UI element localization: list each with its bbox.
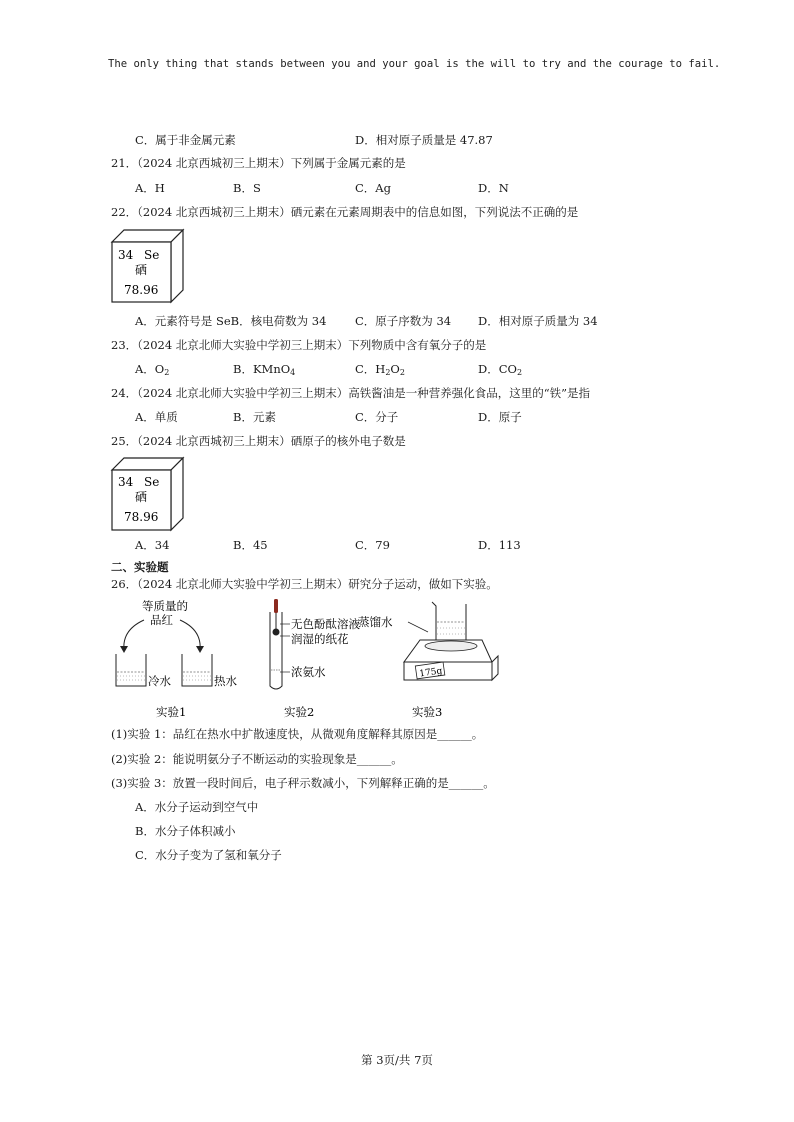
q21-stem: 21．（2024 北京西城初三上期末）下列属于金属元素的是 [111,156,406,170]
q26-sub3-option-c: C．水分子变为了氢和氧分子 [135,848,282,862]
q26-stem: 26．（2024 北京北师大实验中学初三上期末）研究分子运动，做如下实验。 [111,577,498,591]
q25-option-d: D．113 [478,538,521,552]
q24-option-a: A．单质 [135,410,178,424]
caption-exp3: 实验3 [412,705,443,719]
label-hot-water: 热水 [214,674,237,688]
q22-element-name: 硒 [135,263,148,277]
q25-element-name: 硒 [135,490,148,504]
q21-option-a: A．H [135,181,165,195]
q25-stem: 25．（2024 北京西城初三上期末）硒原子的核外电子数是 [111,434,406,448]
q22-option-c: C．原子序数为 34 [355,314,452,328]
q25-atomic-mass: 78.96 [124,510,159,524]
q23-option-c: C．$H_2O_2$ [355,362,405,377]
q21-option-b: B．S [233,181,261,195]
q23-option-a: A．$O_2$ [135,362,170,377]
q25-element-cube [110,456,186,532]
label-phenolphthalein: 无色酚酞溶液 [291,617,360,631]
q22-atomic-mass: 78.96 [124,283,159,297]
label-cold-water: 冷水 [148,674,171,688]
q24-option-d: D．原子 [478,410,522,424]
q22-atomic-number: 34 [118,248,134,262]
test-tube [270,599,282,689]
beaker-hot-water [182,654,212,686]
q26-sub3-option-a: A．水分子运动到空气中 [135,800,259,814]
q22-element-cube [110,228,186,304]
q21-option-d: D．N [478,181,509,195]
q20-option-c: C．属于非金属元素 [135,133,236,147]
q24-option-c: C．分子 [355,410,399,424]
caption-exp2: 实验2 [284,705,315,719]
q26-sub2: (2)实验 2：能说明氨分子不断运动的实验现象是______。 [111,752,403,766]
q22-option-ab: A．元素符号是 SeB．核电荷数为 34 [135,314,327,328]
electronic-scale [404,640,498,680]
paper-flower-icon [273,629,280,636]
label-wet-paper-flower: 润湿的纸花 [291,632,349,646]
q23-option-b: B．KMnO$_4$ [233,362,296,377]
beaker-cold-water [116,654,146,686]
q22-element-symbol: Se [144,248,160,262]
label-distilled-water: 蒸馏水 [358,615,393,629]
beaker-distilled-water [432,602,466,642]
q24-stem: 24．（2024 北京北师大实验中学初三上期末）高铁酱油是一种营养强化食品，这里的“铁”是指 [111,386,591,400]
q26-sub3-option-b: B．水分子体积减小 [135,824,236,838]
header-quote: The only thing that stands between you and your goal is the will to try and the courage to fail. [108,58,721,70]
q25-atomic-number: 34 [118,475,134,489]
page-footer: 第 3页/共 7页 [361,1053,433,1067]
caption-exp1: 实验1 [156,705,187,719]
experiment-figure [110,596,500,720]
label-pinkred: 品红 [150,613,173,627]
q26-sub1: (1)实验 1：品红在热水中扩散速度快，从微观角度解释其原因是______。 [111,727,484,741]
q23-stem: 23．（2024 北京北师大实验中学初三上期末）下列物质中含有氧分子的是 [111,338,487,352]
scale-reading: 175g [418,666,443,680]
q25-option-c: C．79 [355,538,390,552]
q22-stem: 22．（2024 北京西城初三上期末）硒元素在元素周期表中的信息如图，下列说法不正确的是 [111,205,579,219]
label-equal-mass: 等质量的 [142,599,188,613]
q22-option-d: D．相对原子质量为 34 [478,314,598,328]
q25-option-b: B．45 [233,538,268,552]
section-heading: 二、实验题 [111,560,169,574]
q20-option-d: D．相对原子质量是 47.87 [355,133,493,147]
q23-option-d: D．$CO_2$ [478,362,523,377]
q21-option-c: C．Ag [355,181,391,195]
q25-element-symbol: Se [144,475,160,489]
q25-option-a: A．34 [135,538,170,552]
q24-option-b: B．元素 [233,410,276,424]
q26-sub3: (3)实验 3：放置一段时间后，电子秤示数减小，下列解释正确的是______。 [111,776,495,790]
label-ammonia: 浓氨水 [291,665,326,679]
